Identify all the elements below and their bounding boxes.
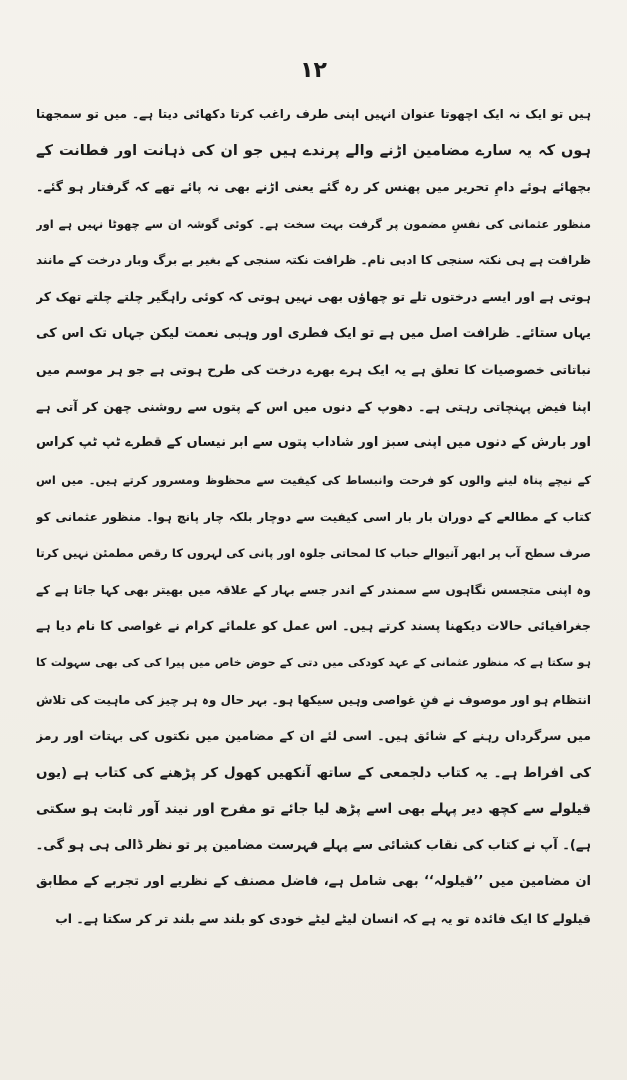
text-line: کتاب کے مطالعے کے دوران بار بار اسی کیفیت سے دوچار بلکہ چار پانچ ہوا۔ منظور عثمانی کو <box>36 509 591 524</box>
text-line: ہو سکتا ہے کہ منظور عثمانی کے عہد کودکی میں دتی کے حوض خاص میں پیرا کی کی بھی سہولت کا <box>36 655 591 669</box>
text-line: قیلولے کا ایک فائدہ تو یہ ہے کہ انسان لیٹے لیٹے خودی کو بلند سے بلند تر کر سکتا ہے۔ اب <box>55 911 591 927</box>
page-number: ۱۲ <box>300 58 327 83</box>
text-line: اپنا فیض پہنچاتی رہتی ہے۔ دھوپ کے دنوں میں اس کے پتوں سے روشنی چھن کر آتی ہے <box>36 398 591 414</box>
text-line: ہے)۔ آپ نے کتاب کی نقاب کشائی سے پہلے فہرست مضامین پر تو نظر ڈالی ہی ہو گی۔ <box>36 837 591 853</box>
text-line: نباتاتی خصوصیات کا تعلق ہے یہ ایک ہرے بھرے درخت کی طرح ہوتی ہے جو ہر موسم میں <box>36 362 591 378</box>
page-text <box>36 96 591 938</box>
text-line: بچھائے ہوئے دامِ تحریر میں پھنس کر رہ گئے یعنی اڑنے بھی نہ پائے تھے کہ گرفتار ہو گئے۔ <box>36 179 591 195</box>
text-line: ہوں کہ یہ سارے مضامین اڑنے والے پرندے ہیں جو ان کی ذہانت اور فطانت کے <box>36 142 591 159</box>
text-line: ظرافت ہے ہی نکتہ سنجی کا ادبی نام۔ ظرافت نکتہ سنجی کے بغیر بے برگ وبار درخت کے مانند <box>36 253 591 268</box>
text-line: وہ اپنی متجسس نگاہوں سے سمندر کے اندر جسے بہار کے علاقہ میں بھیتر بھی کہا جاتا ہے کے <box>36 582 591 597</box>
text-line: کی افراط ہے۔ یہ کتاب دلجمعی کے ساتھ آنکھیں کھول کر پڑھنے کی کتاب ہے (یوں <box>36 764 591 781</box>
text-line: یہاں ستائے۔ ظرافت اصل میں ہے تو ایک فطری اور وہبی نعمت لیکن جہاں تک اس کی <box>36 325 591 341</box>
text-line: منظور عثمانی کی نفسِ مضمون پر گرفت بہت سخت ہے۔ کوئی گوشہ ان سے چھوٹا نہیں ہے اور <box>36 216 591 231</box>
text-line: جغرافیائی حالات دیکھنا پسند کرتے ہیں۔ اس عمل کو علمائے کرام نے غواصی کا نام دیا ہے <box>36 618 591 634</box>
text-line: اور بارش کے دنوں میں اپنی سبز اور شاداب پتوں سے ابر نیساں کے قطرے ٹپ ٹپ کراس <box>36 435 591 451</box>
text-line: انتظام ہو اور موصوف نے فنِ غواصی وہیں سیکھا ہو۔ بہر حال وہ ہر چیز کی ماہیت کی تلاش <box>36 692 591 707</box>
text-line: صرف سطح آب پر ابھر آنیوالے حباب کا لمحاتی جلوہ اور پانی کی لہروں کا رقص مطمئن نہیں کرتا <box>36 546 591 561</box>
text-line: کے نیچے پناہ لینے والوں کو فرحت وانبساط کی کیفیت سے محظوظ ومسرور کرتے ہیں۔ میں اس <box>36 472 591 487</box>
text-line: ہیں تو ایک نہ ایک اچھوتا عنوان انہیں اپنی طرف راغب کرتا دکھائی دیتا ہے۔ میں تو سمجھتا <box>36 107 591 121</box>
text-line: قیلولے سے کچھ دیر پہلے بھی اسے پڑھ لیا جائے تو مفرح اور نیند آور ثابت ہو سکتی <box>36 801 591 818</box>
text-line: ہوتی ہے اور ایسے درختوں تلے تو چھاؤں بھی نہیں ہوتی کہ کوئی راہگیر چلتے چلتے تھک کر <box>36 288 591 304</box>
text-line: میں سرگرداں رہنے کے شائق ہیں۔ اسی لئے ان کے مضامین میں نکتوں کی بہتات اور رمز <box>36 728 591 744</box>
text-line: ان مضامین میں ’’قیلولہ‘‘ بھی شامل ہے، فاضل مصنف کے نظریے اور تجربے کے مطابق <box>36 874 591 890</box>
